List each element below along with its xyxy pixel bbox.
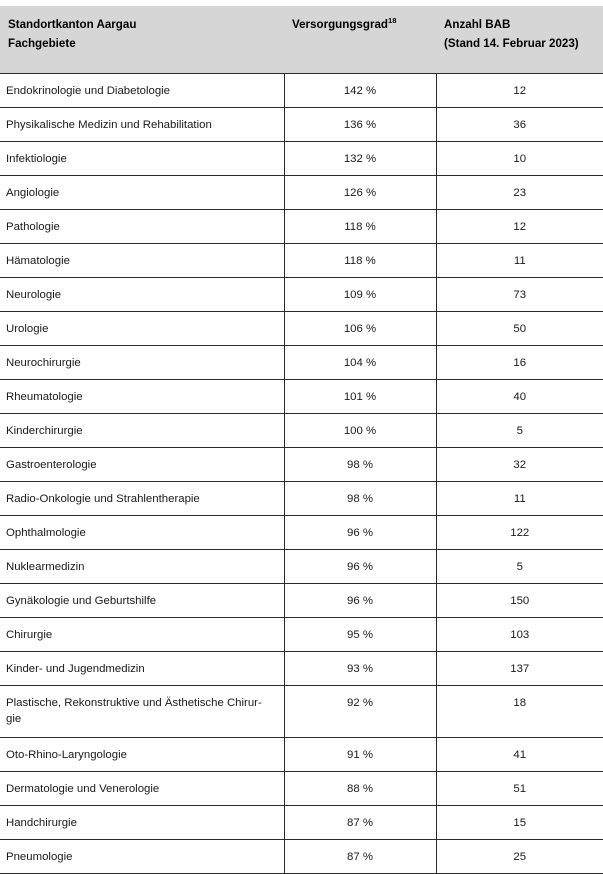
cell-anzahl-bab	[436, 380, 603, 414]
cell-versorgungsgrad	[284, 108, 436, 142]
versorgungsgrad-table	[0, 6, 603, 874]
cell-versorgungsgrad	[284, 380, 436, 414]
cell-fachgebiet	[0, 686, 284, 738]
cell-fachgebiet	[0, 210, 284, 244]
cell-anzahl-bab	[436, 244, 603, 278]
table-row	[0, 686, 603, 738]
cell-versorgungsgrad	[284, 618, 436, 652]
fachgebiet-label: Oto-Rhino-Laryngologie	[6, 747, 276, 763]
versorgungsgrad-value: 118 %	[285, 253, 436, 269]
cell-fachgebiet	[0, 278, 284, 312]
cell-anzahl-bab	[436, 108, 603, 142]
header-cell-fachgebiete	[0, 6, 284, 64]
fachgebiet-label: Radio-Onkologie und Strahlentherapie	[6, 491, 276, 507]
fachgebiet-label: Neurochirurgie	[6, 355, 276, 371]
versorgungsgrad-value: 87 %	[285, 849, 436, 865]
table-row	[0, 414, 603, 448]
header-spacer-cell-1	[0, 64, 284, 74]
table-row	[0, 806, 603, 840]
cell-fachgebiet	[0, 74, 284, 108]
versorgungsgrad-value: 126 %	[285, 185, 436, 201]
versorgungsgrad-value: 93 %	[285, 661, 436, 677]
cell-fachgebiet	[0, 618, 284, 652]
versorgungsgrad-value: 98 %	[285, 457, 436, 473]
table-row	[0, 210, 603, 244]
anzahl-bab-value: 32	[437, 457, 603, 473]
table-row	[0, 584, 603, 618]
table-row	[0, 380, 603, 414]
versorgungsgrad-value: 136 %	[285, 117, 436, 133]
cell-versorgungsgrad	[284, 278, 436, 312]
fachgebiet-label: Gynäkologie und Geburtshilfe	[6, 593, 276, 609]
cell-fachgebiet	[0, 584, 284, 618]
cell-anzahl-bab	[436, 142, 603, 176]
header-spacer-cell-2	[284, 64, 436, 74]
cell-versorgungsgrad	[284, 414, 436, 448]
versorgungsgrad-value: 91 %	[285, 747, 436, 763]
cell-versorgungsgrad	[284, 516, 436, 550]
table-header-spacer	[0, 64, 603, 74]
header-label-stand-datum: (Stand 14. Februar 2023)	[444, 34, 593, 53]
fachgebiet-label: Plastische, Rekonstruktive und Ästhetische Chirur-gie	[6, 695, 276, 727]
fachgebiet-label: Rheumatologie	[6, 389, 276, 405]
table-row	[0, 176, 603, 210]
anzahl-bab-value: 23	[437, 185, 603, 201]
header-label-fachgebiete: Fachgebiete	[8, 34, 274, 53]
versorgungsgrad-value: 95 %	[285, 627, 436, 643]
anzahl-bab-value: 103	[437, 627, 603, 643]
cell-versorgungsgrad	[284, 738, 436, 772]
cell-versorgungsgrad	[284, 74, 436, 108]
cell-versorgungsgrad	[284, 686, 436, 738]
cell-fachgebiet	[0, 772, 284, 806]
cell-anzahl-bab	[436, 516, 603, 550]
fachgebiet-label: Nuklearmedizin	[6, 559, 276, 575]
versorgungsgrad-value: 96 %	[285, 559, 436, 575]
cell-fachgebiet	[0, 482, 284, 516]
cell-anzahl-bab	[436, 74, 603, 108]
cell-fachgebiet	[0, 142, 284, 176]
cell-versorgungsgrad	[284, 176, 436, 210]
cell-fachgebiet	[0, 380, 284, 414]
table-row	[0, 312, 603, 346]
anzahl-bab-value: 40	[437, 389, 603, 405]
cell-anzahl-bab	[436, 806, 603, 840]
versorgungsgrad-value: 88 %	[285, 781, 436, 797]
anzahl-bab-value: 25	[437, 849, 603, 865]
header-spacer-cell-3	[436, 64, 603, 74]
fachgebiet-label: Angiologie	[6, 185, 276, 201]
versorgungsgrad-value: 118 %	[285, 219, 436, 235]
fachgebiet-label: Dermatologie und Venerologie	[6, 781, 276, 797]
anzahl-bab-value: 122	[437, 525, 603, 541]
cell-anzahl-bab	[436, 738, 603, 772]
versorgungsgrad-value: 109 %	[285, 287, 436, 303]
cell-anzahl-bab	[436, 686, 603, 738]
cell-versorgungsgrad	[284, 346, 436, 380]
anzahl-bab-value: 12	[437, 83, 603, 99]
cell-versorgungsgrad	[284, 448, 436, 482]
cell-versorgungsgrad	[284, 244, 436, 278]
cell-fachgebiet	[0, 806, 284, 840]
versorgungsgrad-value: 101 %	[285, 389, 436, 405]
cell-fachgebiet	[0, 414, 284, 448]
cell-fachgebiet	[0, 108, 284, 142]
fachgebiet-label: Endokrinologie und Diabetologie	[6, 83, 276, 99]
cell-anzahl-bab	[436, 550, 603, 584]
anzahl-bab-value: 11	[437, 253, 603, 269]
anzahl-bab-value: 50	[437, 321, 603, 337]
cell-fachgebiet	[0, 448, 284, 482]
fachgebiet-label: Hämatologie	[6, 253, 276, 269]
versorgungsgrad-value: 98 %	[285, 491, 436, 507]
versorgungsgrad-value: 92 %	[285, 695, 436, 711]
cell-anzahl-bab	[436, 618, 603, 652]
anzahl-bab-value: 137	[437, 661, 603, 677]
table-row	[0, 448, 603, 482]
fachgebiet-label: Pneumologie	[6, 849, 276, 865]
table-row	[0, 516, 603, 550]
cell-fachgebiet	[0, 840, 284, 874]
anzahl-bab-value: 36	[437, 117, 603, 133]
table-row	[0, 840, 603, 874]
cell-fachgebiet	[0, 346, 284, 380]
anzahl-bab-value: 150	[437, 593, 603, 609]
versorgungsgrad-value: 104 %	[285, 355, 436, 371]
cell-anzahl-bab	[436, 482, 603, 516]
anzahl-bab-value: 16	[437, 355, 603, 371]
header-cell-versorgungsgrad	[284, 6, 436, 64]
versorgungsgrad-value: 132 %	[285, 151, 436, 167]
footnote-marker-18: 18	[388, 16, 396, 25]
header-cell-anzahl-bab	[436, 6, 603, 64]
cell-anzahl-bab	[436, 448, 603, 482]
fachgebiet-label: Neurologie	[6, 287, 276, 303]
fachgebiet-label: Chirurgie	[6, 627, 276, 643]
fachgebiet-label: Urologie	[6, 321, 276, 337]
cell-versorgungsgrad	[284, 806, 436, 840]
fachgebiet-label: Gastroenterologie	[6, 457, 276, 473]
versorgungsgrad-value: 142 %	[285, 83, 436, 99]
cell-versorgungsgrad	[284, 840, 436, 874]
table-row	[0, 652, 603, 686]
cell-fachgebiet	[0, 550, 284, 584]
table-header	[0, 6, 603, 74]
anzahl-bab-value: 51	[437, 781, 603, 797]
anzahl-bab-value: 18	[437, 695, 603, 711]
anzahl-bab-value: 11	[437, 491, 603, 507]
table-row	[0, 482, 603, 516]
table-row	[0, 738, 603, 772]
table-row	[0, 772, 603, 806]
anzahl-bab-value: 5	[437, 559, 603, 575]
fachgebiet-label: Kinderchirurgie	[6, 423, 276, 439]
cell-fachgebiet	[0, 176, 284, 210]
cell-anzahl-bab	[436, 176, 603, 210]
cell-fachgebiet	[0, 738, 284, 772]
header-label-versorgungsgrad: Versorgungsgrad	[292, 18, 388, 31]
fachgebiet-label: Kinder- und Jugendmedizin	[6, 661, 276, 677]
cell-versorgungsgrad	[284, 772, 436, 806]
fachgebiet-label: Infektiologie	[6, 151, 276, 167]
cell-versorgungsgrad	[284, 584, 436, 618]
table-body	[0, 74, 603, 874]
cell-versorgungsgrad	[284, 312, 436, 346]
table-row	[0, 142, 603, 176]
header-label-anzahl-bab: Anzahl BAB	[444, 18, 510, 31]
cell-anzahl-bab	[436, 278, 603, 312]
table-row	[0, 244, 603, 278]
table-row	[0, 74, 603, 108]
cell-anzahl-bab	[436, 652, 603, 686]
cell-versorgungsgrad	[284, 550, 436, 584]
cell-anzahl-bab	[436, 210, 603, 244]
anzahl-bab-value: 15	[437, 815, 603, 831]
cell-anzahl-bab	[436, 584, 603, 618]
table-header-row	[0, 6, 603, 64]
anzahl-bab-value: 73	[437, 287, 603, 303]
table-row	[0, 346, 603, 380]
table-row	[0, 618, 603, 652]
versorgungsgrad-value: 106 %	[285, 321, 436, 337]
table-row	[0, 550, 603, 584]
anzahl-bab-value: 5	[437, 423, 603, 439]
cell-fachgebiet	[0, 652, 284, 686]
table-row	[0, 278, 603, 312]
cell-fachgebiet	[0, 244, 284, 278]
cell-anzahl-bab	[436, 414, 603, 448]
anzahl-bab-value: 41	[437, 747, 603, 763]
fachgebiet-label: Physikalische Medizin und Rehabilitation	[6, 117, 276, 133]
header-label-standortkanton: Standortkanton Aargau	[8, 18, 136, 31]
cell-versorgungsgrad	[284, 142, 436, 176]
versorgungsgrad-value: 100 %	[285, 423, 436, 439]
fachgebiet-label: Ophthalmologie	[6, 525, 276, 541]
versorgungsgrad-value: 96 %	[285, 525, 436, 541]
cell-fachgebiet	[0, 516, 284, 550]
cell-anzahl-bab	[436, 840, 603, 874]
versorgungsgrad-value: 87 %	[285, 815, 436, 831]
cell-anzahl-bab	[436, 312, 603, 346]
cell-versorgungsgrad	[284, 482, 436, 516]
versorgungsgrad-value: 96 %	[285, 593, 436, 609]
table-row	[0, 108, 603, 142]
cell-anzahl-bab	[436, 772, 603, 806]
anzahl-bab-value: 12	[437, 219, 603, 235]
fachgebiet-label: Handchirurgie	[6, 815, 276, 831]
anzahl-bab-value: 10	[437, 151, 603, 167]
cell-anzahl-bab	[436, 346, 603, 380]
cell-fachgebiet	[0, 312, 284, 346]
cell-versorgungsgrad	[284, 210, 436, 244]
cell-versorgungsgrad	[284, 652, 436, 686]
fachgebiet-label: Pathologie	[6, 219, 276, 235]
